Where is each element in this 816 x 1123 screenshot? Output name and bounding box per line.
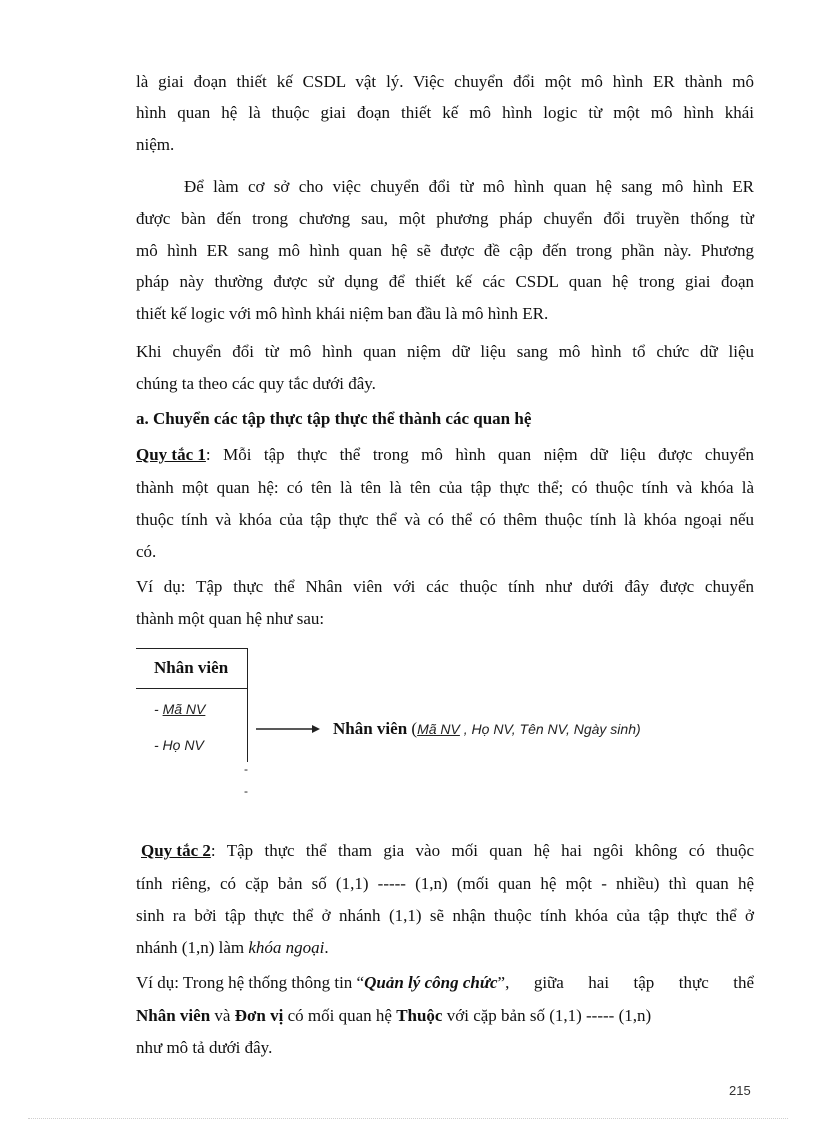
entity-header-divider [136,688,248,689]
rule-1-label: Quy tắc 1 [136,445,206,464]
example-2-line-1-end: ”, giữa hai tập thực thể [497,973,754,992]
arrow-right-icon [256,723,320,735]
rule-1-line-1-text: : Mỗi tập thực thể trong mô hình quan niệm dữ liệu được chuyển [205,445,754,464]
relation-open: ( [407,719,418,738]
example-2-line-3: như mô tả dưới đây. [136,1038,273,1057]
example-2-line-1-start: Ví dụ: Trong hệ thống thông tin “ [136,973,365,992]
paragraph-2-line-3: mô hình ER sang mô hình quan hệ sẽ được đề cập đến trong phần này. Phương [136,241,754,260]
example-2-line-1 [136,972,754,994]
rule-2-line-1-text: : Tập thực thể tham gia vào mối quan hệ hai ngôi không có thuộc [210,841,754,860]
entity-right-border [247,648,248,762]
entity-name: Nhân viên [154,658,229,677]
rule-1-line-3: thuộc tính và khóa của tập thực thể và có thể có thêm thuộc tính là khóa ngoại nếu [136,510,754,529]
entity-attribute-key-name: Mã NV [162,701,206,717]
paragraph-1-line-1: là giai đoạn thiết kế CSDL vật lý. Việc chuyển đổi một mô hình ER thành mô [136,72,754,91]
rule-2-line-4 [136,937,754,959]
rule-2-line-4-end: . [324,938,329,957]
example-1-line-1: Ví dụ: Tập thực thể Nhân viên với các thuộc tính như dưới đây được chuyển [136,577,754,596]
example-2-line-2-mid-1: và [210,1006,235,1025]
entity-unit: Đơn vị [234,1006,284,1025]
paragraph-2-line-2: được bàn đến trong chương sau, một phương pháp chuyển đổi truyền thống từ [136,209,754,228]
section-heading: a. Chuyển các tập thực tập thực thể thành các quan hệ [136,409,532,428]
paragraph-2-line-4: pháp này thường được sử dụng để thiết kế các CSDL quan hệ trong giai đoạn [136,272,754,291]
rule-2-line-1 [141,840,754,862]
entity-attribute-key [154,698,244,720]
paragraph-1-line-3: niệm. [136,135,175,154]
system-name: Quản lý công chức [364,973,498,992]
relation-key: Mã NV [417,721,460,737]
example-1-line-2: thành một quan hệ như sau: [136,609,325,628]
rule-1-line-4: có. [136,542,157,561]
page-number: 215 [729,1083,751,1098]
relationship-belongs: Thuộc [396,1006,443,1025]
paragraph-3-line-1: Khi chuyển đổi từ mô hình quan niệm dữ liệu sang mô hình tổ chức dữ liệu [136,342,754,361]
rule-1-line-2: thành một quan hệ: có tên là tên là tên của tập thực thể; có thuộc tính và khóa là [136,478,754,497]
example-2-line-2-mid-2: có mối quan hệ [283,1006,397,1025]
relation-attributes: , Họ NV, Tên NV, Ngày sinh) [459,721,641,737]
paragraph-3-line-2: chúng ta theo các quy tắc dưới đây. [136,374,376,393]
example-2-line-2-end: với cặp bản số (1,1) ----- (1,n) [442,1006,652,1025]
rule-2-line-2: tính riêng, có cặp bản số (1,1) ----- (1,n) (mối quan hệ một - nhiều) thì quan hệ [136,874,754,893]
rule-2-line-3: sinh ra bởi tập thực thể ở nhánh (1,1) sẽ nhận thuộc tính khóa của tập thực thể ở [136,906,754,925]
entity-attribute-dash-1: - [244,762,248,776]
paragraph-2-line-5: thiết kế logic với mô hình khái niệm ban đầu là mô hình ER. [136,304,549,323]
example-2-line-2 [136,1005,754,1027]
entity-top-border [136,648,248,649]
rule-2-line-4-start: nhánh (1,n) làm [136,938,249,957]
rule-1-line-1 [136,444,754,466]
footer-divider [28,1118,788,1119]
paragraph-1-line-2: hình quan hệ là thuộc giai đoạn thiết kế mô hình logic từ một mô hình khái [136,103,754,122]
foreign-key-term: khóa ngoại [248,938,325,957]
paragraph-2-line-1: Để làm cơ sở cho việc chuyển đổi từ mô hình quan hệ sang mô hình ER [184,177,754,196]
relation-name: Nhân viên [333,719,408,738]
relation-schema [333,718,733,740]
rule-2-label: Quy tắc 2 [141,841,211,860]
entity-attribute-key-prefix: - [154,701,163,717]
entity-attribute-2: - Họ NV [154,737,204,753]
entity-employee: Nhân viên [136,1006,211,1025]
entity-attribute-dash-2: - [244,784,248,798]
